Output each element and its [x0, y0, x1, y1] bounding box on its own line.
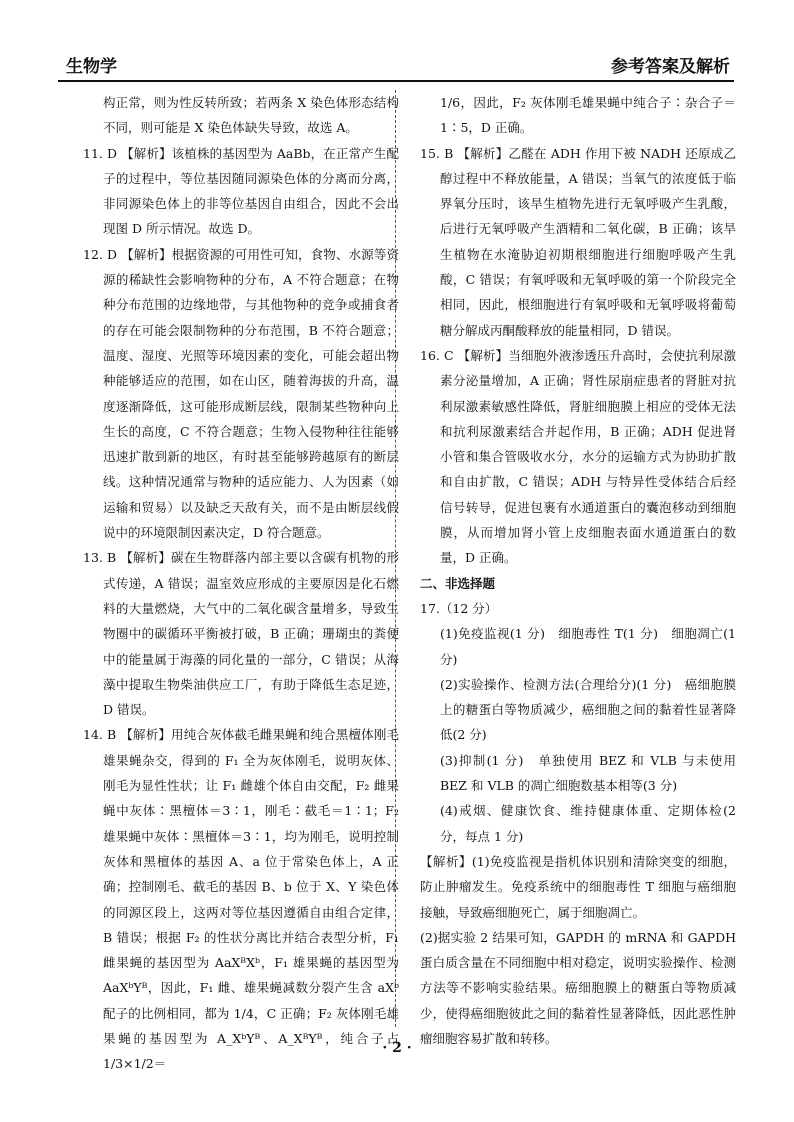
question-16: 16. C 【解析】当细胞外液渗透压升高时，会使抗利尿激素分泌量增加，A 正确；肾性尿崩症患者的肾脏对抗利尿激素敏感性降低，肾脏细胞膜上相应的受体无法和抗利尿激素结合并起作用，B 正确；ADH 促进肾小管和集合管吸收水分，水分的运输方式为协助扩散和自由扩散，C 错误；ADH 与特异性受体结合后经信号转导，促进包裹有水通道蛋白的囊泡移动到细胞膜，从而增加肾小管上皮细胞表面水通道蛋白的数量，D 正确。	[420, 347, 736, 566]
analysis-17-1: 【解析】(1)免疫监视是指机体识别和清除突变的细胞，防止肿瘤发生。免疫系统中的细胞毒性 T 细胞与癌细胞接触，导致癌细胞死亡，属于细胞凋亡。	[420, 853, 736, 920]
question-12: 12. D 【解析】根据资源的可用性可知，食物、水源等资源的稀缺性会影响物种的分布，A 不符合题意；在物种分布范围的边缘地带，与其他物种的竞争或捕食者的存在可能会限制物种的分布范围，B 不符合题意；温度、湿度、光照等环境因素的变化，可能会超出物种能够适应的范围，如在山区，随着海拔的升高，温度逐渐降低，这可能形成断层线，限制某些物种向上生长的高度，C 不符合题意；生物入侵物种往往能够迅速扩散到新的地区，有时甚至能够跨越原有的断层线。这种情况通常与物种的适应能力、人为因素（如运输和贸易）以及缺乏天敌有关，而不是由断层线假说中的环境限制因素决定，D 符合题意。	[83, 246, 399, 541]
question-15: 15. B 【解析】乙醛在 ADH 作用下被 NADH 还原成乙醇过程中不释放能量，A 错误；当氧气的浓度低于临界氧分压时，该旱生植物先进行无氧呼吸产生乳酸，后进行无氧呼吸产生酒精和二氧化碳，B 正确；该旱生植物在水淹胁迫初期根细胞进行细胞呼吸产生乳酸，C 错误；有氧呼吸和无氧呼吸的第一个阶段完全相同，因此，根细胞进行有氧呼吸和无氧呼吸将葡萄糖分解成丙酮酸释放的能量相同，D 错误。	[420, 145, 736, 338]
right-column	[420, 90, 736, 1051]
header-title: 参考答案及解析	[611, 57, 730, 77]
question-17: 17.（12 分）	[420, 600, 498, 616]
analysis-17-2: (2)据实验 2 结果可知，GAPDH 的 mRNA 和 GAPDH 蛋白质含量在不同细胞中相对稳定，说明实验操作、检测方法等不影响实验结果。癌细胞膜上的糖蛋白等物质减少，使得癌细胞彼此之间的黏着性显著降低，因此恶性肿瘤细胞容易扩散和转移。	[420, 929, 736, 1046]
section-heading: 二、非选择题	[420, 575, 496, 591]
question-11: 11. D 【解析】该植株的基因型为 AaBb，在正常产生配子的过程中，等位基因随同源染色体的分离而分离，非同源染色体上的非等位基因自由组合，因此不会出现图 D 所示情况。故选 D。	[83, 145, 399, 237]
question-13: 13. B 【解析】碳在生物群落内部主要以含碳有机物的形式传递，A 错误；温室效应形成的主要原因是化石燃料的大量燃烧，大气中的二氧化碳含量增多，导致生物圈中的碳循环平衡被打破，B 正确；珊瑚虫的粪便中的能量属于海藻的同化量的一部分，C 错误；从海藻中提取生物柴油供应工厂，有助于降低生态足迹，D 错误。	[83, 550, 399, 718]
page-header	[58, 52, 734, 82]
question-14: 14. B 【解析】用纯合灰体截毛雌果蝇和纯合黑檀体刚毛雄果蝇杂交，得到的 F₁ 全为灰体刚毛，说明灰体、刚毛为显性性状；让 F₁ 雌雄个体自由交配，F₂ 雌果蝇中灰体∶黑檀体＝3∶1，刚毛∶截毛＝1∶1；F₂ 雄果蝇中灰体∶黑檀体＝3∶1，均为刚毛，说明控制灰体和黑檀体的基因 A、a 位于常染色体上，A 正确；控制刚毛、截毛的基因 B、b 位于 X、Y 染色体的同源区段上，这两对等位基因遵循自由组合定律，B 错误；根据 F₂ 的性状分离比并结合表型分析，F₁ 雌果蝇的基因型为 AaXᴮXᵇ，F₁ 雄果蝇的基因型为 AaXᵇYᴮ，因此，F₁ 雌、雄果蝇减数分裂产生含 aXᵇ 配子的比例相同，都为 1/4，C 正确；F₂ 灰体刚毛雄果蝇的基因型为 A_XᵇYᴮ、A_XᴮYᴮ，纯合子占 1/3×1/2＝	[83, 727, 399, 1072]
left-para-0: 构正常，则为性反转所致；若两条 X 染色体形态结构不同，则可能是 X 染色体缺失导致，故选 A。	[103, 95, 399, 136]
left-column	[83, 90, 399, 1077]
answer-17-3: (3)抑制(1 分) 单独使用 BEZ 和 VLB 与未使用 BEZ 和 VLB 的凋亡细胞数基本相等(3 分)	[440, 752, 736, 794]
right-para-0: 1/6，因此，F₂ 灰体刚毛雄果蝇中纯合子∶杂合子＝1∶5，D 正确。	[440, 95, 736, 136]
answer-17-1: (1)免疫监视(1 分) 细胞毒性 T(1 分) 细胞凋亡(1 分)	[440, 626, 736, 667]
page-number: · 2 ·	[382, 1040, 412, 1056]
subject-label: 生物学	[66, 57, 117, 77]
answer-17-2: (2)实验操作、检测方法(合理给分)(1 分) 癌细胞膜上的糖蛋白等物质减少，癌细胞之间的黏着性显著降低(2 分)	[440, 676, 736, 743]
answer-17-4: (4)戒烟、健康饮食、维持健康体重、定期体检(2 分，每点 1 分)	[440, 803, 736, 844]
